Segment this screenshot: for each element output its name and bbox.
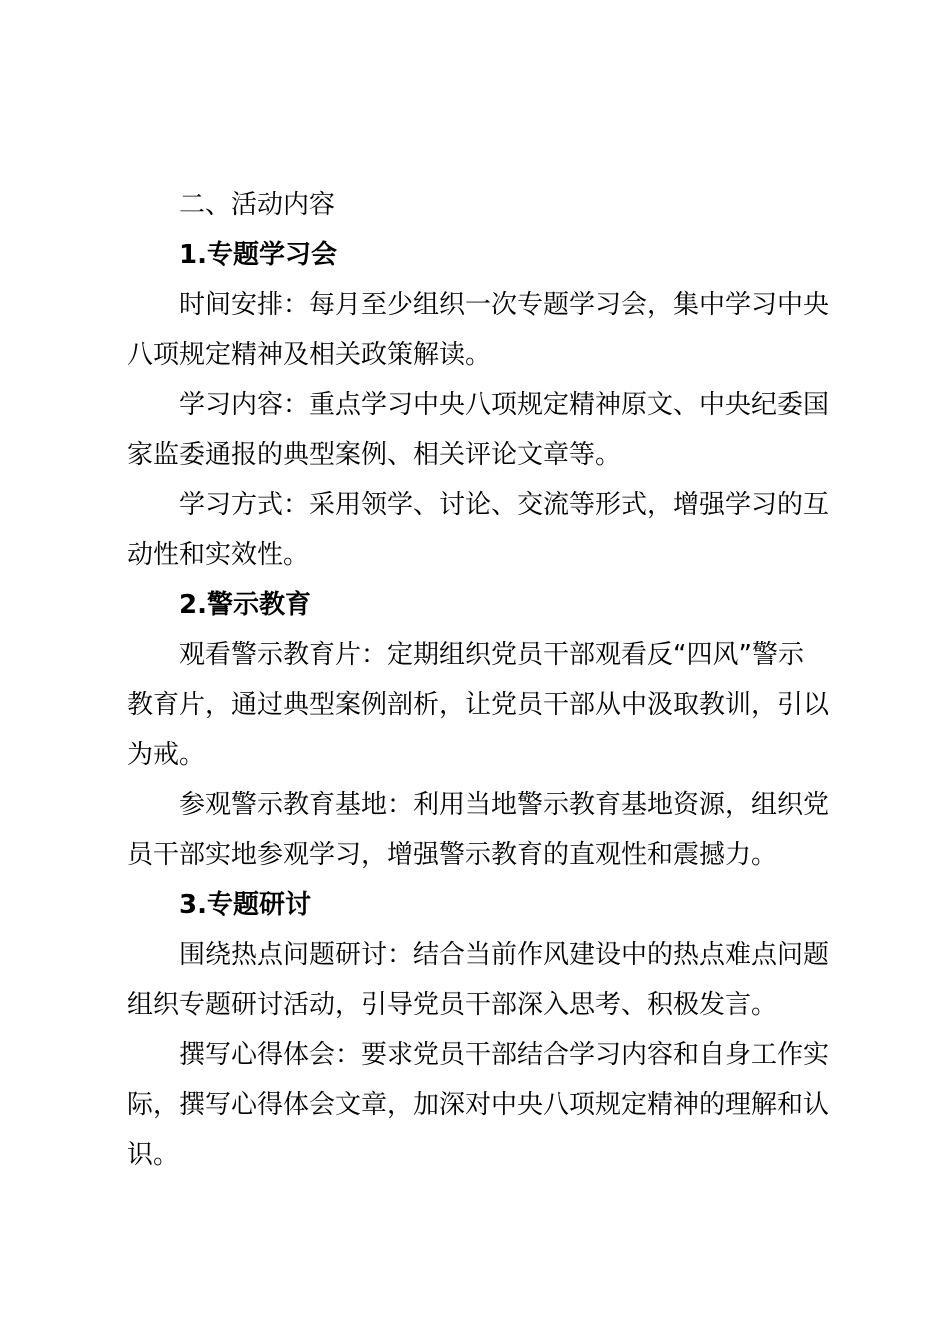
paragraph-warning-films [127, 630, 832, 780]
paragraph-study-content [127, 380, 832, 480]
paragraph-study-method [127, 480, 832, 580]
paragraph-line: 围绕热点问题研讨：结合当前作风建设中的热点难点问题 [179, 940, 830, 970]
paragraph-line: 家监委通报的典型案例、相关评论文章等。 [127, 440, 622, 470]
paragraph-line: 际，撰写心得体会文章，加深对中央八项规定精神的理解和认 [127, 1090, 830, 1120]
paragraph-schedule [127, 280, 832, 380]
paragraph-reflections [127, 1030, 832, 1180]
heading-warning-education: 2.警示教育 [179, 590, 311, 620]
paragraph-line: 识。 [127, 1140, 180, 1170]
paragraph-line: 学习内容：重点学习中央八项规定精神原文、中央纪委国 [179, 390, 830, 420]
section-title: 二、活动内容 [179, 190, 336, 220]
paragraph-hot-topics [127, 930, 832, 1030]
paragraph-line: 组织专题研讨活动，引导党员干部深入思考、积极发言。 [127, 990, 778, 1020]
heading-study-session: 1.专题学习会 [179, 240, 337, 270]
paragraph-line: 动性和实效性。 [127, 540, 310, 570]
paragraph-line: 撰写心得体会：要求党员干部结合学习内容和自身工作实 [179, 1040, 830, 1070]
paragraph-line: 观看警示教育片：定期组织党员干部观看反“四风”警示 [179, 640, 804, 670]
paragraph-education-base [127, 780, 832, 880]
paragraph-line: 时间安排：每月至少组织一次专题学习会，集中学习中央 [179, 290, 830, 320]
document-body [127, 180, 832, 1180]
paragraph-line: 员干部实地参观学习，增强警示教育的直观性和震撼力。 [127, 840, 778, 870]
paragraph-line: 八项规定精神及相关政策解读。 [127, 340, 492, 370]
paragraph-line: 为戒。 [127, 740, 206, 770]
paragraph-line: 教育片，通过典型案例剖析，让党员干部从中汲取教训，引以 [127, 690, 830, 720]
heading-seminar: 3.专题研讨 [179, 890, 311, 920]
paragraph-line: 学习方式：采用领学、讨论、交流等形式，增强学习的互 [179, 490, 830, 520]
paragraph-line: 参观警示教育基地：利用当地警示教育基地资源，组织党 [179, 790, 830, 820]
